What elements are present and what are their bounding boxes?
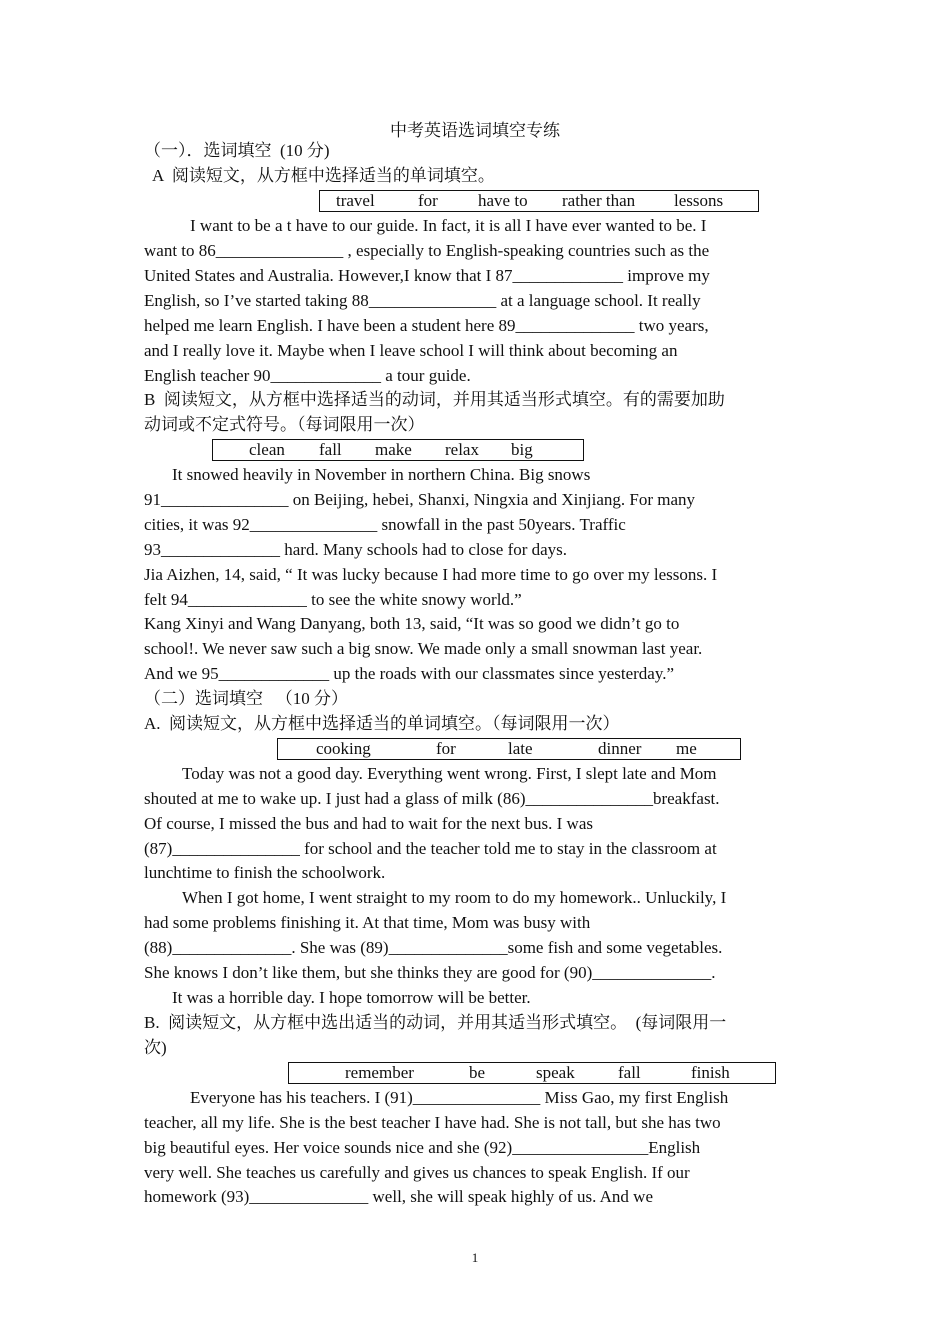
passage-line: school!. We never saw such a big snow. We made only a small snowman last year. (144, 639, 703, 658)
passage-line: felt 94______________ to see the white snowy world.” (144, 590, 522, 609)
passage-line: lunchtime to finish the schoolwork. (144, 863, 386, 882)
word-box-item: fall (618, 1063, 641, 1082)
passage-line: I want to be a t have to our guide. In fact, it is all I have ever wanted to be. I (190, 216, 707, 235)
word-box-2a (277, 738, 741, 760)
passage-line: teacher, all my life. She is the best teacher I have had. She is not tall, but she has two (144, 1113, 721, 1132)
passage-line: United States and Australia. However,I know that I 87_____________ improve my (144, 266, 710, 285)
passage-line: Jia Aizhen, 14, said, “ It was lucky because I had more time to go over my lessons. I (144, 565, 718, 584)
section-1a-instruction: A 阅读短文，从方框中选择适当的单词填空。 (152, 166, 495, 185)
passage-line: It snowed heavily in November in northern China. Big snows (172, 465, 591, 484)
word-box-item: fall (319, 440, 342, 459)
word-box-item: travel (336, 191, 375, 210)
word-box-item: make (375, 440, 412, 459)
passage-line: helped me learn English. I have been a student here 89______________ two years, (144, 316, 709, 335)
word-box-item: speak (536, 1063, 575, 1082)
word-box-item: clean (249, 440, 285, 459)
word-box-2b (288, 1062, 776, 1084)
passage-line: and I really love it. Maybe when I leave school I will think about becoming an (144, 341, 678, 360)
passage-line: It was a horrible day. I hope tomorrow will be better. (172, 988, 531, 1007)
passage-line: big beautiful eyes. Her voice sounds nice and she (92)________________English (144, 1138, 701, 1157)
word-box-item: late (508, 739, 533, 758)
passage-line: (88)______________. She was (89)______________some fish and some vegetables. (144, 938, 723, 957)
passage-line: homework (93)______________ well, she will speak highly of us. And we (144, 1187, 653, 1206)
word-box-item: finish (691, 1063, 730, 1082)
passage-line: Of course, I missed the bus and had to wait for the next bus. I was (144, 814, 593, 833)
section-1b-instruction-cont: 动词或不定式符号。（每词限用一次） (144, 415, 425, 434)
passage-line: Today was not a good day. Everything went wrong. First, I slept late and Mom (182, 764, 717, 783)
section-1-heading: （一）．选词填空 (10 分) (144, 141, 330, 160)
word-box-item: rather than (562, 191, 636, 210)
word-box-item: cooking (316, 739, 371, 758)
section-2-heading: （二）选词填空 （10 分） (144, 689, 348, 708)
word-box-item: big (511, 440, 533, 459)
word-box-item: be (469, 1063, 486, 1082)
passage-line: 91_______________ on Beijing, hebei, Shanxi, Ningxia and Xinjiang. For many (144, 490, 696, 509)
passage-line: want to 86_______________ , especially to English-speaking countries such as the (144, 241, 710, 260)
passage-line: English, so I’ve started taking 88_______________ at a language school. It really (144, 291, 701, 310)
passage-line: When I got home, I went straight to my room to do my homework.. Unluckily, I (182, 888, 727, 907)
word-box-item: have to (478, 191, 528, 210)
word-box-item: me (676, 739, 697, 758)
passage-line: And we 95_____________ up the roads with our classmates since yesterday.” (144, 664, 675, 683)
word-box-item: relax (445, 440, 479, 459)
section-2a-instruction: A. 阅读短文，从方框中选择适当的单词填空。（每词限用一次） (144, 714, 620, 733)
passage-line: had some problems finishing it. At that time, Mom was busy with (144, 913, 591, 932)
section-2b-instruction-cont: 次) (144, 1038, 167, 1057)
passage-line: 93______________ hard. Many schools had to close for days. (144, 540, 568, 559)
passage-line: cities, it was 92_______________ snowfall in the past 50years. Traffic (144, 515, 626, 534)
passage-line: She knows I don’t like them, but she thinks they are good for (90)______________. (144, 963, 716, 982)
passage-line: Everyone has his teachers. I (91)_______________ Miss Gao, my first English (190, 1088, 729, 1107)
passage-line: Kang Xinyi and Wang Danyang, both 13, said, “It was so good we didn’t go to (144, 614, 680, 633)
passage-line: English teacher 90_____________ a tour guide. (144, 366, 471, 385)
section-2b-instruction: B. 阅读短文，从方框中选出适当的动词，并用其适当形式填空。 (每词限用一 (144, 1013, 727, 1032)
word-box-item: for (436, 739, 456, 758)
word-box-item: dinner (598, 739, 642, 758)
word-box-1a (319, 190, 759, 212)
word-box-1b (212, 439, 584, 461)
word-box-item: remember (345, 1063, 414, 1082)
section-1b-instruction: B 阅读短文，从方框中选择适当的动词，并用其适当形式填空。有的需要加助 (144, 390, 725, 409)
page-number: 1 (471, 1250, 479, 1265)
passage-line: (87)_______________ for school and the teacher told me to stay in the classroom at (144, 839, 717, 858)
word-box-item: lessons (674, 191, 724, 210)
page-title: 中考英语选词填空专练 (390, 121, 560, 140)
word-box-item: for (418, 191, 438, 210)
passage-line: very well. She teaches us carefully and gives us chances to speak English. If our (144, 1163, 690, 1182)
passage-line: shouted at me to wake up. I just had a glass of milk (86)_______________breakfast. (144, 789, 720, 808)
